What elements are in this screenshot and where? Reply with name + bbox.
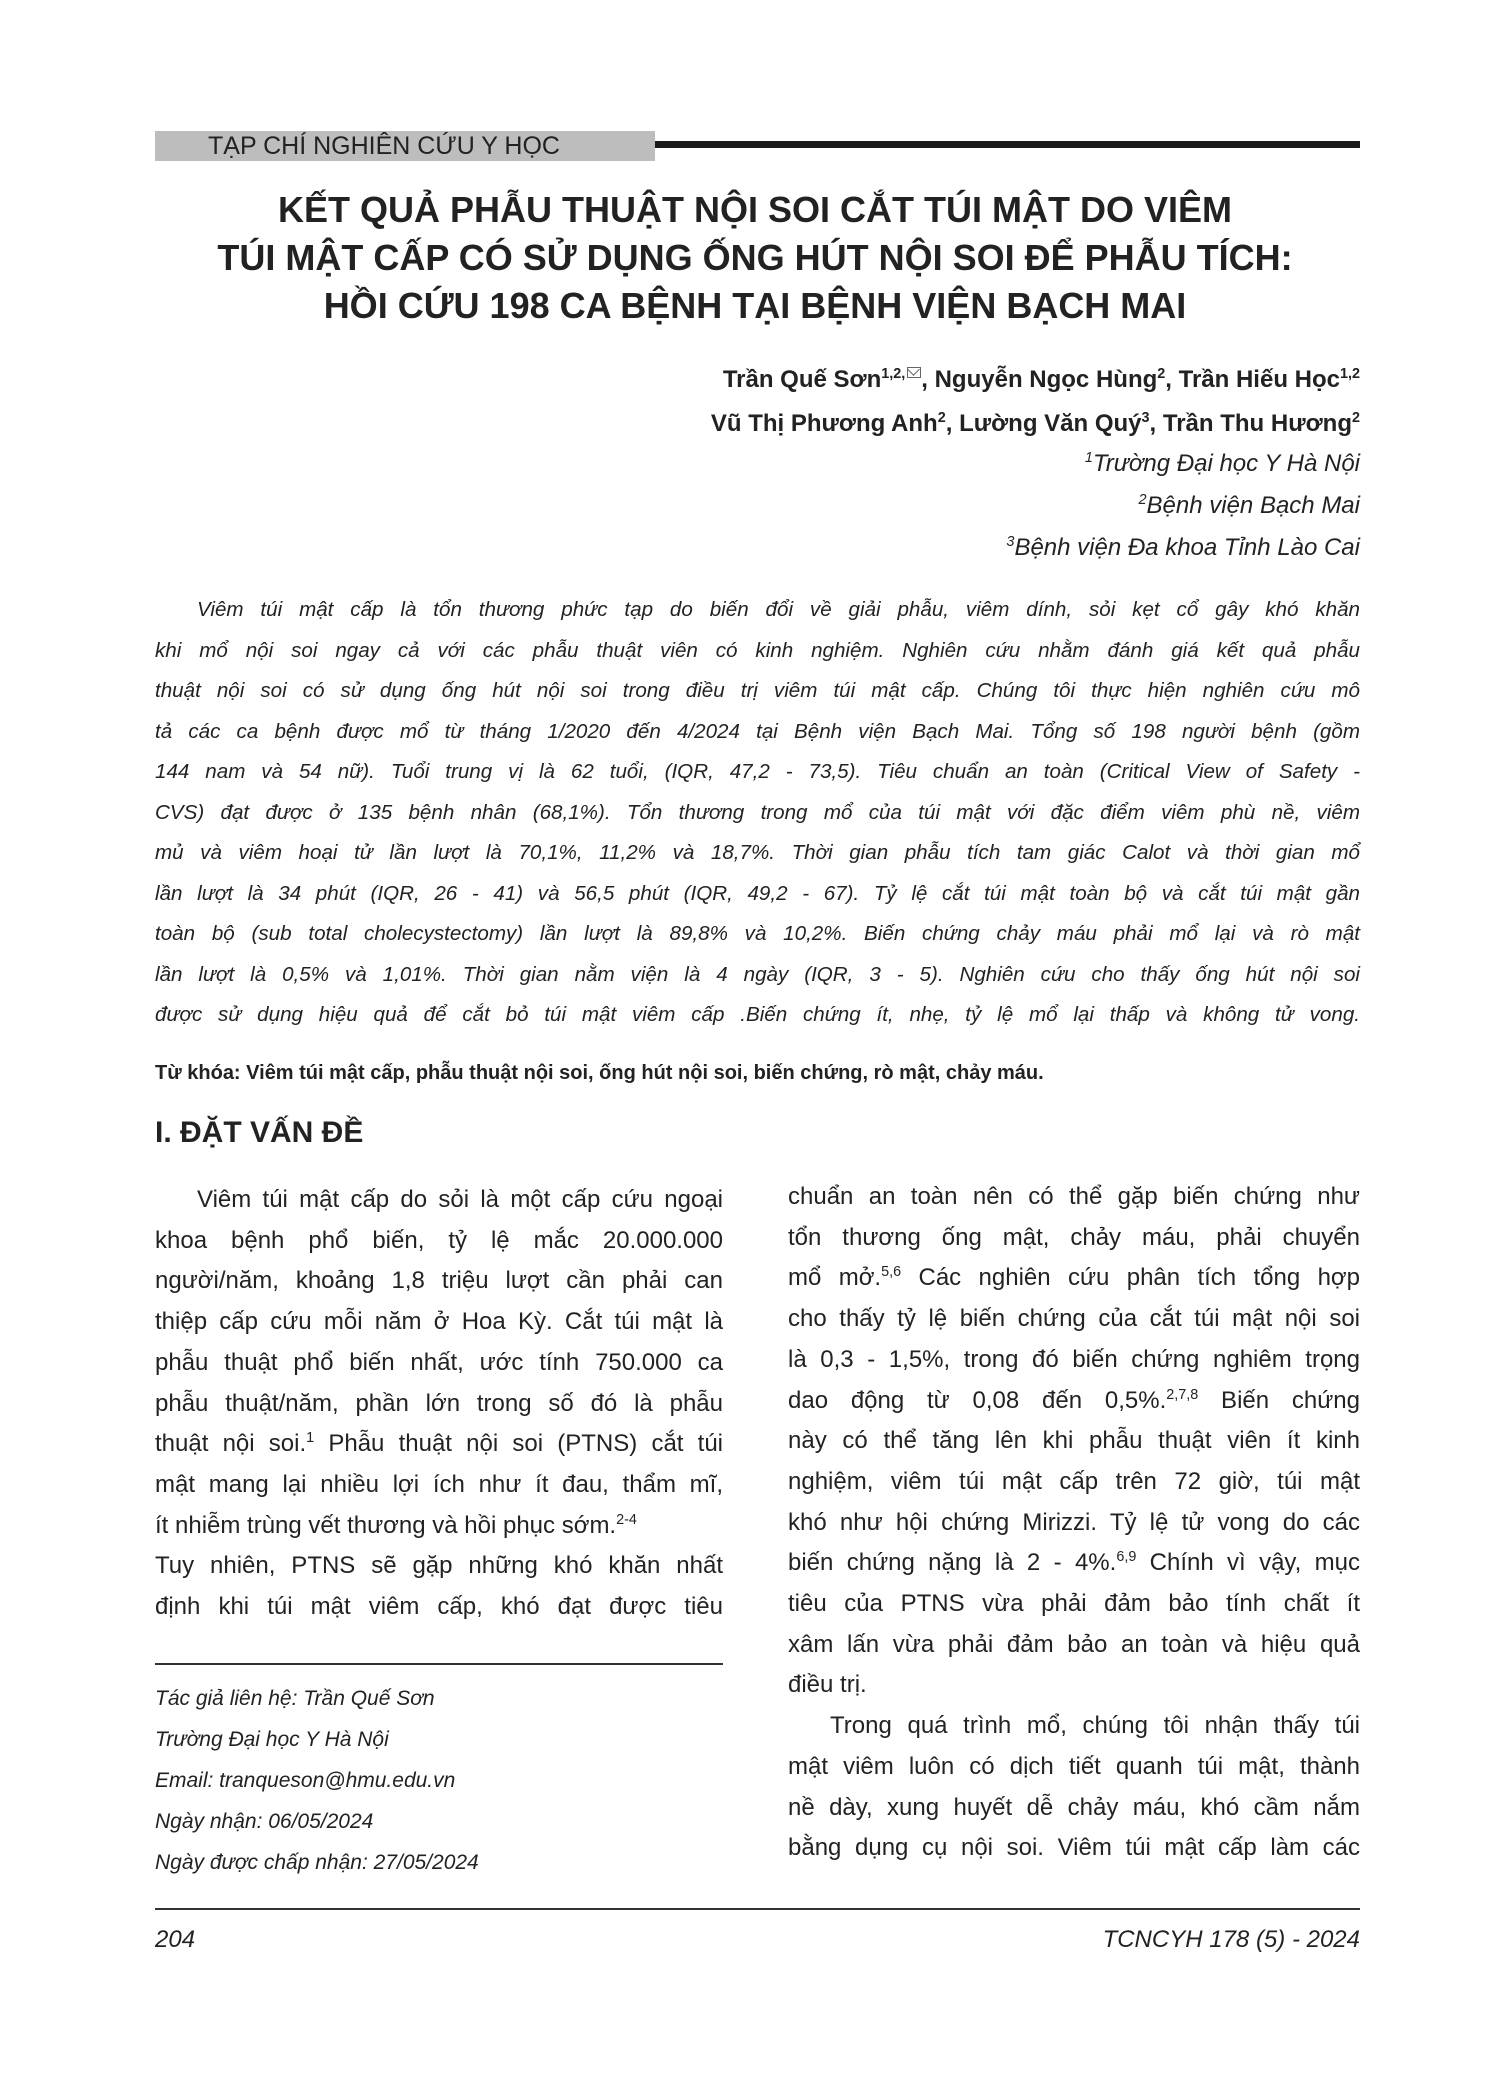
citation-sup: 6,9 xyxy=(1116,1549,1137,1566)
article-title xyxy=(150,186,1360,330)
body-line: khoa bệnh phổ biến, tỷ lệ mắc 20.000.000 xyxy=(155,1226,723,1254)
body-line xyxy=(155,1506,723,1547)
abstract-line: lần lượt là 0,5% và 1,01%. Thời gian nằm viện là 4 ngày (IQR, 3 - 5). Nghiên cứu cho thấy ống hút nội soi xyxy=(155,962,1360,986)
body-line: định khi túi mật viêm cấp, khó đạt được tiêu xyxy=(155,1593,723,1621)
body-line: là 0,3 - 1,5%, trong đó biến chứng nghiêm trọng xyxy=(788,1345,1360,1373)
body-line: chuẩn an toàn nên có thể gặp biến chứng như xyxy=(788,1183,1360,1210)
text-run: Chính vì vậy, mục xyxy=(1136,1549,1360,1577)
abstract-line: Viêm túi mật cấp là tổn thương phức tạp do biến đổi về giải phẫu, viêm dính, sỏi kẹt cổ gây khó khăn xyxy=(197,598,1360,621)
affil-name: Trường Đại học Y Hà Nội xyxy=(1092,450,1360,477)
text-run: Phẫu thuật nội soi (PTNS) cắt túi xyxy=(314,1430,723,1458)
body-line: khó như hội chứng Mirizzi. Tỷ lệ tử vong do các xyxy=(788,1508,1360,1536)
abstract-line: tả các ca bệnh được mổ từ tháng 1/2020 đến 4/2024 tại Bệnh viện Bạch Mai. Tổng số 198 người bệnh (gồm xyxy=(155,719,1360,743)
body-line: bằng dụng cụ nội soi. Viêm túi mật cấp làm các xyxy=(788,1834,1360,1862)
keywords: Từ khóa: Viêm túi mật cấp, phẫu thuật nội soi, ống hút nội soi, biến chứng, rò mật, chảy máu. xyxy=(155,1062,1044,1084)
affiliation-item xyxy=(1006,443,1360,485)
citation-sup: 2-4 xyxy=(616,1511,637,1528)
footnote-line: Trường Đại học Y Hà Nội xyxy=(155,1728,389,1751)
citation-sup: 5,6 xyxy=(881,1264,902,1281)
abstract xyxy=(155,590,1360,1036)
abstract-line: được sử dụng hiệu quả để cắt bỏ túi mật viêm cấp .Biến chứng ít, nhẹ, tỷ lệ mổ lại thấp và không tử vong. xyxy=(155,1003,1360,1026)
body-line: phẫu thuật phổ biến nhất, ước tính 750.000 ca xyxy=(155,1348,723,1376)
page-number: 204 xyxy=(155,1926,196,1953)
text-run: thuật nội soi. xyxy=(155,1430,307,1458)
journal-issue: TCNCYH 178 (5) - 2024 xyxy=(1102,1926,1360,1953)
body-line: điều trị. xyxy=(788,1671,867,1699)
body-line: Trong quá trình mổ, chúng tôi nhận thấy túi xyxy=(830,1712,1360,1740)
text-run: ít nhiễm trùng vết thương và hồi phục sớm. xyxy=(155,1511,617,1539)
body-column-left xyxy=(155,1180,723,1628)
title-line-2: TÚI MẬT CẤP CÓ SỬ DỤNG ỐNG HÚT NỘI SOI ĐỂ PHẪU TÍCH: xyxy=(217,237,1293,278)
abstract-line: CVS) đạt được ở 135 bệnh nhân (68,1%). Tổn thương trong mổ của túi mật với đặc điểm viêm phù nề, viêm xyxy=(155,800,1360,824)
footnote-line: Ngày nhận: 06/05/2024 xyxy=(155,1810,374,1833)
body-line xyxy=(788,1258,1360,1299)
footnote-line: Email: tranqueson@hmu.edu.vn xyxy=(155,1769,456,1792)
footnote-line: Ngày được chấp nhận: 27/05/2024 xyxy=(155,1851,479,1874)
affiliation-item xyxy=(1006,485,1360,527)
envelope-icon xyxy=(907,367,921,378)
body-line: xâm lấn vừa phải đảm bảo an toàn và hiệu quả xyxy=(788,1630,1360,1658)
body-line xyxy=(155,1424,723,1465)
text-run: dao động từ 0,08 đến 0,5%. xyxy=(788,1386,1167,1414)
author-name: , Nguyễn Ngọc Hùng xyxy=(921,366,1158,393)
author-affil-sup: 1,2 xyxy=(1339,366,1360,382)
text-run: biến chứng nặng là 2 - 4%. xyxy=(788,1549,1117,1577)
title-line-1: KẾT QUẢ PHẪU THUẬT NỘI SOI CẮT TÚI MẬT DO VIÊM xyxy=(278,189,1232,230)
affiliation-list xyxy=(1006,443,1360,569)
author-list xyxy=(711,358,1360,446)
body-line: nghiệm, viêm túi mật cấp trên 72 giờ, túi mật xyxy=(788,1467,1360,1495)
citation-sup: 2,7,8 xyxy=(1166,1386,1199,1403)
journal-header xyxy=(155,131,1360,161)
abstract-line: toàn bộ (sub total cholecystectomy) lần lượt là 89,8% và 10,2%. Biến chứng chảy máu phải mổ lại và rò mật xyxy=(155,922,1360,945)
body-line: tiêu của PTNS vừa phải đảm bảo tính chất ít xyxy=(788,1590,1360,1618)
author-affil-sup: 2 xyxy=(1351,410,1360,426)
affil-sup: 3 xyxy=(1006,534,1015,550)
body-line: phẫu thuật/năm, phần lớn trong số đó là phẫu xyxy=(155,1389,723,1417)
affiliation-item xyxy=(1006,527,1360,569)
body-line xyxy=(788,1381,1360,1422)
footer-divider xyxy=(155,1908,1360,1910)
author-name: , Lường Văn Quý xyxy=(945,410,1142,437)
body-line: Tuy nhiên, PTNS sẽ gặp những khó khăn nhất xyxy=(155,1552,723,1580)
abstract-line: thuật nội soi có sử dụng ống hút nội soi trong điều trị viêm túi mật cấp. Chúng tôi thực hiện nghiên cứu mô xyxy=(155,679,1360,702)
section-heading: I. ĐẶT VẤN ĐỀ xyxy=(155,1116,364,1149)
author-affil-sup: 2 xyxy=(937,410,946,426)
body-line: thiệp cấp cứu mỗi năm ở Hoa Kỳ. Cắt túi mật là xyxy=(155,1308,723,1336)
body-line: này có thể tăng lên khi phẫu thuật viên ít kinh xyxy=(788,1427,1360,1455)
body-line: nề dày, xung huyết dễ chảy máu, khó cầm nắm xyxy=(788,1793,1360,1821)
author-affil-sup: 2 xyxy=(1157,366,1166,382)
affil-name: Bệnh viện Đa khoa Tỉnh Lào Cai xyxy=(1014,534,1360,561)
affil-sup: 2 xyxy=(1138,492,1147,508)
body-line: cho thấy tỷ lệ biến chứng của cắt túi mật nội soi xyxy=(788,1305,1360,1333)
footnote-divider xyxy=(155,1663,723,1665)
body-line: tổn thương ống mật, chảy máu, phải chuyển xyxy=(788,1223,1360,1251)
abstract-line: 144 nam và 54 nữ). Tuổi trung vị là 62 tuổi, (IQR, 47,2 - 73,5). Tiêu chuẩn an toàn (Critical View of Safety - xyxy=(155,760,1360,783)
text-run: Các nghiên cứu phân tích tổng hợp xyxy=(901,1264,1361,1292)
correspondence-footnote xyxy=(155,1678,479,1883)
body-line: mật mang lại nhiều lợi ích như ít đau, thẩm mĩ, xyxy=(155,1470,723,1498)
affil-name: Bệnh viện Bạch Mai xyxy=(1146,492,1360,519)
author-affil-sup: 3 xyxy=(1141,410,1150,426)
author-name: Trần Quế Sơn xyxy=(722,366,882,393)
author-affil-sup: 1,2, xyxy=(881,366,906,382)
abstract-line: khi mổ nội soi ngay cả với các phẫu thuật viên có kinh nghiệm. Nghiên cứu nhằm đánh giá kết quả phẫu xyxy=(155,638,1360,662)
abstract-line: lần lượt là 34 phút (IQR, 26 - 41) và 56,5 phút (IQR, 49,2 - 67). Tỷ lệ cắt túi mật toàn bộ và cắt túi mật gần xyxy=(155,881,1360,905)
author-name: , Trần Hiếu Học xyxy=(1165,366,1340,393)
title-line-3: HỒI CỨU 198 CA BỆNH TẠI BỆNH VIỆN BẠCH MAI xyxy=(323,285,1187,326)
author-name: , Trần Thu Hương xyxy=(1149,410,1352,437)
affil-sup: 1 xyxy=(1084,450,1093,466)
body-line: người/năm, khoảng 1,8 triệu lượt cần phải can xyxy=(155,1267,723,1295)
header-rule xyxy=(655,141,1360,148)
body-column-right xyxy=(788,1177,1360,1869)
citation-sup: 1 xyxy=(306,1430,315,1447)
body-line: Viêm túi mật cấp do sỏi là một cấp cứu ngoại xyxy=(197,1186,723,1213)
author-name: Vũ Thị Phương Anh xyxy=(710,410,938,437)
text-run: Biến chứng xyxy=(1198,1386,1360,1414)
abstract-line: mủ và viêm hoại tử lần lượt là 70,1%, 11,2% và 18,7%. Thời gian phẫu tích tam giác Calot và thời gian mổ xyxy=(155,841,1360,864)
text-run: mổ mở. xyxy=(788,1264,882,1292)
footnote-line: Tác giả liên hệ: Trần Quế Sơn xyxy=(155,1687,435,1710)
journal-name: TẠP CHÍ NGHIÊN CỨU Y HỌC xyxy=(155,131,655,161)
author-line-2 xyxy=(711,402,1360,446)
body-line: mật viêm luôn có dịch tiết quanh túi mật, thành xyxy=(788,1752,1360,1780)
author-line-1 xyxy=(711,358,1360,402)
body-line xyxy=(788,1543,1360,1584)
